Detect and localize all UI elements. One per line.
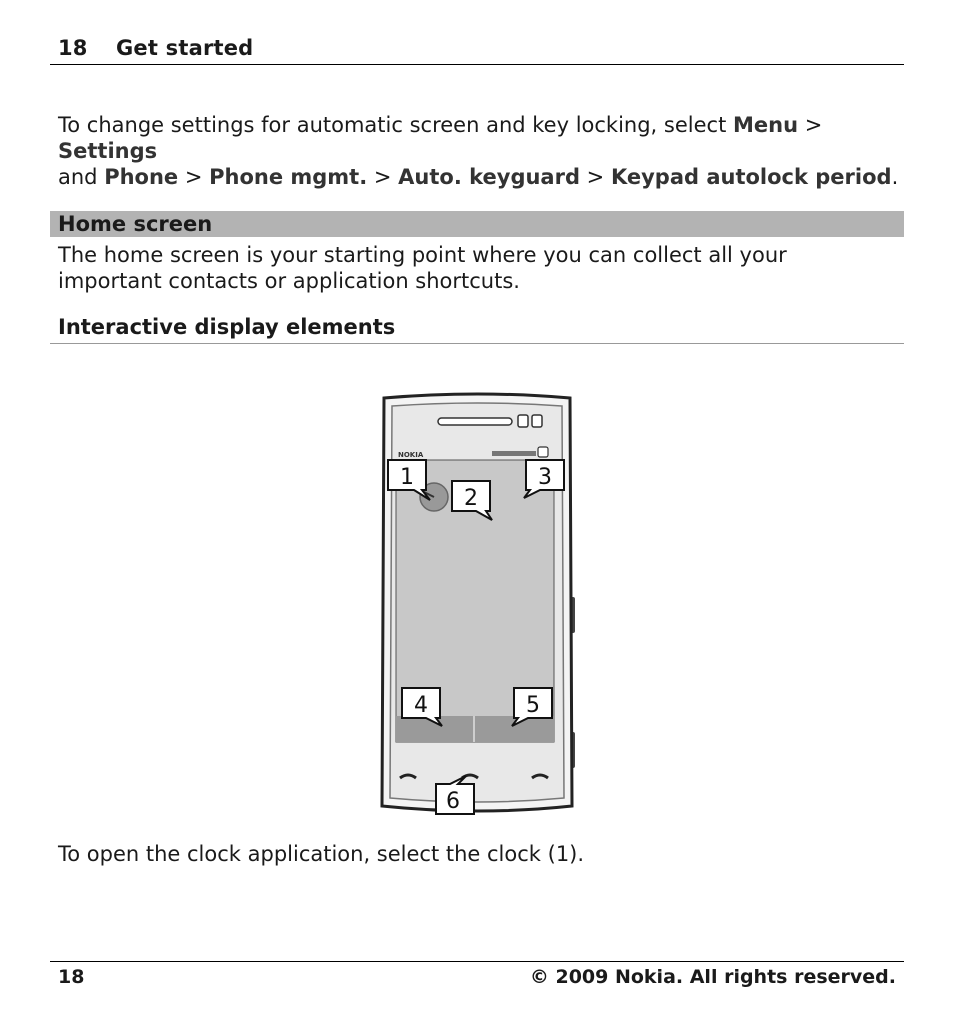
header-section-title: Get started	[116, 36, 254, 60]
earpiece	[438, 418, 512, 425]
sensor-right	[532, 415, 542, 427]
sensor-left	[518, 415, 528, 427]
menu-path-phone-mgmt: Phone mgmt.	[209, 165, 368, 189]
clock-instruction: To open the clock application, select the clock (1).	[58, 842, 585, 866]
subheading-rule	[50, 343, 904, 344]
callout-3-label: 3	[538, 465, 552, 490]
status-icon	[538, 447, 548, 457]
path-separator: >	[580, 165, 611, 189]
section-heading-home-screen: Home screen	[58, 212, 213, 236]
intro-and: and	[58, 165, 105, 189]
menu-path-menu: Menu	[732, 113, 799, 137]
phone-illustration	[378, 392, 578, 818]
page-header	[58, 36, 253, 60]
callout-4-label: 4	[414, 693, 428, 718]
callout-2-label: 2	[464, 486, 478, 511]
status-text	[492, 451, 536, 456]
menu-path-phone: Phone	[104, 165, 179, 189]
callout-6-label: 6	[446, 789, 460, 814]
footer-rule	[50, 961, 904, 962]
path-separator: >	[178, 165, 210, 189]
callout-1-label: 1	[400, 465, 414, 490]
footer-copyright: © 2009 Nokia. All rights reserved.	[529, 966, 896, 988]
brand-label: NOKIA	[398, 451, 424, 459]
footer-page-number: 18	[58, 966, 85, 988]
header-rule	[50, 64, 904, 65]
header-page-number: 18	[58, 36, 88, 60]
home-screen-description: The home screen is your starting point where you can collect all your important contacts or application shortcuts.	[58, 243, 787, 293]
menu-path-keypad-autolock: Keypad autolock period	[610, 165, 892, 189]
path-separator: >	[798, 113, 823, 137]
path-separator: >	[367, 165, 399, 189]
menu-path-auto-keyguard: Auto. keyguard	[398, 165, 580, 189]
menu-path-settings: Settings	[58, 139, 158, 163]
intro-paragraph	[58, 112, 904, 190]
intro-period: .	[891, 165, 899, 189]
callout-5-label: 5	[526, 693, 540, 718]
intro-text: To change settings for automatic screen and key locking, select	[58, 113, 733, 137]
shortcut-bar	[396, 716, 554, 742]
subheading-interactive-elements: Interactive display elements	[58, 315, 396, 339]
section-bar-home-screen	[50, 211, 904, 237]
